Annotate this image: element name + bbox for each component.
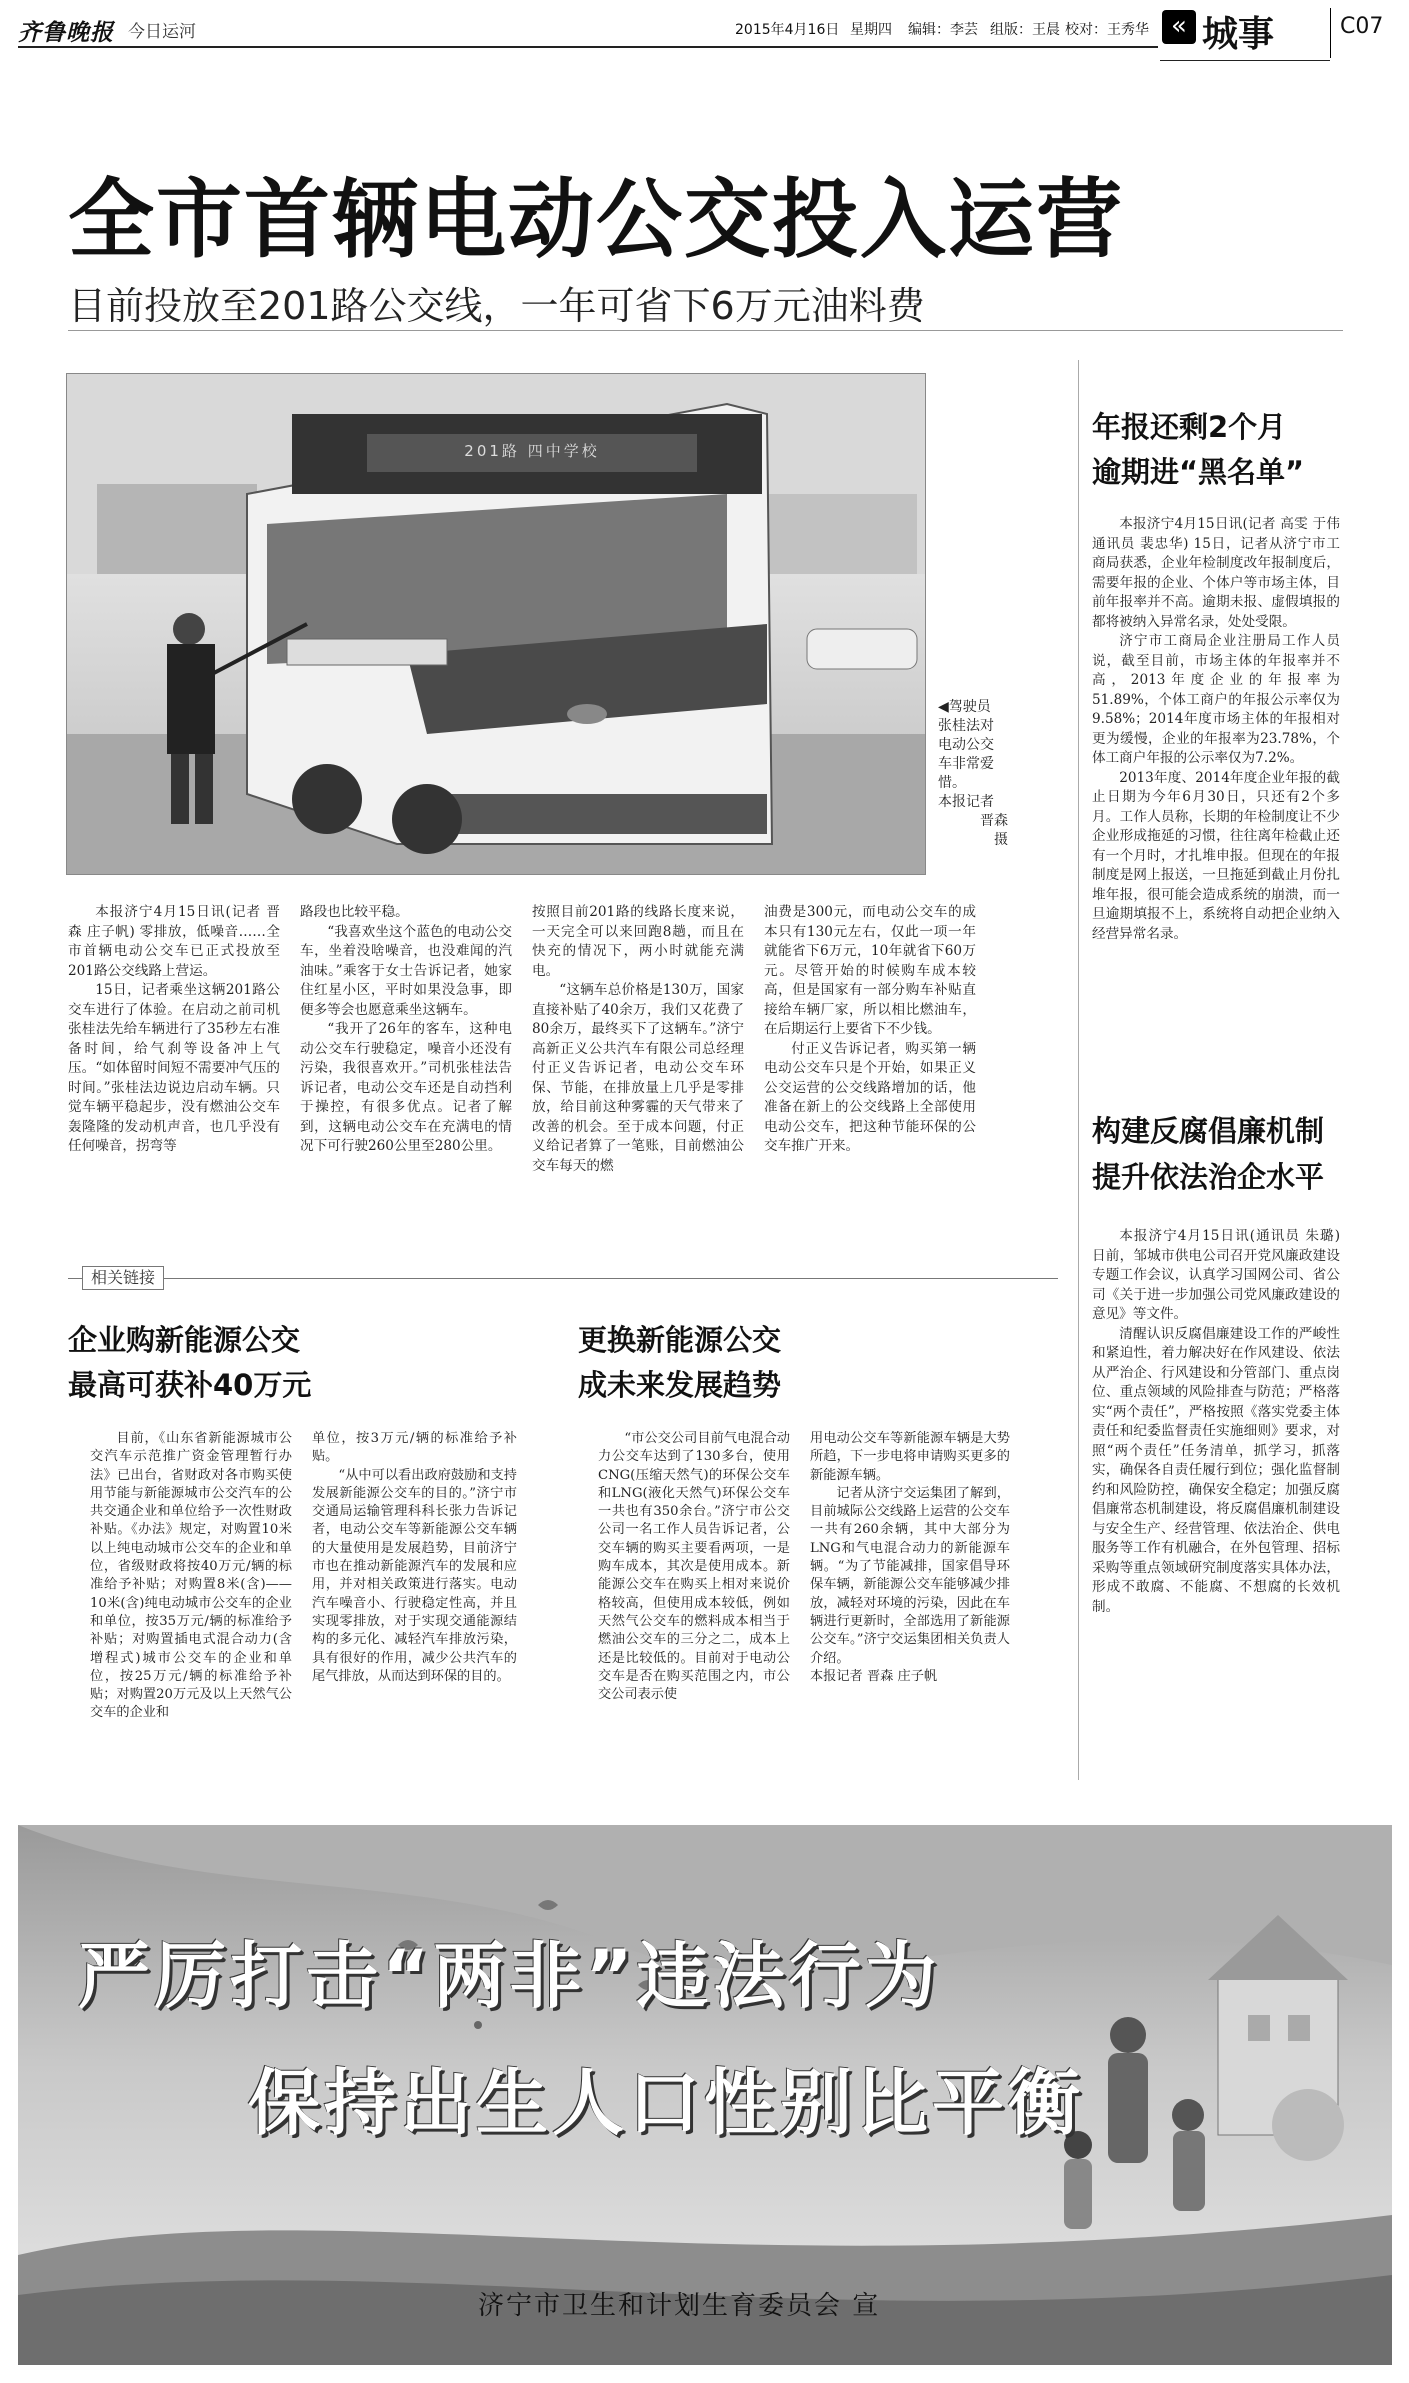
related-right-col1: “市公交公司目前气电混合动力公交车达到了130多台，使用CNG(压缩天然气)的环保公交车和LNG(液化天然气)环保公交车一共也有350余台。”济宁市公交公司一名工作人员告诉记者，公交车辆的购买主要看两项，一是购车成本，其次是使用成本。新能源公交车在购买上相对来说价格较高，但使用成本较低，例如天然气公交车的燃料成本相当于燃油公交车的三分之二，成本上还是比较低的。目前对于电动公交车是否在购买范围之内，市公交公司表示使: [598, 1431, 790, 1703]
header-proof: 校对：王秀华: [1065, 22, 1149, 38]
related-right-col2: 用电动公交车等新能源车辆是大势所趋，下一步电将申请购买更多的新能源车辆。 记者从济宁交运集团了解到，目前城际公交线路上运营的公交车一共有260余辆，其中大部分为LNG和气电混合动力的新能源车辆。“为了节能减排，国家倡导环保车辆，新能源公交车能够减少排放，减轻对环境的污染，因此在车辆进行更新时，全部选用了新能源公交车。”济宁交运集团相关负责人介绍。 本报记者 晋森 庄子帆: [810, 1431, 1010, 1684]
header-rule: [18, 46, 1158, 48]
ad-sponsor: 济宁市卫生和计划生育委员会 宣: [478, 2291, 881, 2321]
bus-destination-display: 201路 四中学校: [464, 442, 600, 460]
caption-line: 本报记者: [938, 794, 994, 810]
caption-line: 摄: [994, 832, 1008, 848]
caption-line: 电动公交: [938, 737, 994, 753]
side2-heading-line2: 提升依法治企水平: [1092, 1160, 1325, 1194]
section-name: 城事: [1202, 14, 1275, 55]
caption-line: ◀驾驶员: [938, 699, 991, 715]
headline-bottom-rule: [68, 330, 1343, 331]
related-left-col2: 单位，按3万元/辆的标准给予补贴。 “从中可以看出政府鼓励和支持发展新能源公交车的目的。”济宁市交通局运输管理科科长张力告诉记者，电动公交车等新能源公交车辆的大量使用是发展趋势，目前济宁市也在推动新能源汽车的发展和应用，并对相关政策进行落实。电动汽车噪音小、行驶稳定性高，并且实现零排放，对于实现交通能源结构的多元化、减轻汽车排放污染，具有很好的作用，减少公共汽车的尾气排放，从而达到环保的目的。: [312, 1431, 517, 1684]
header-rule-right: [1160, 60, 1330, 61]
caption-line: 晋森: [980, 813, 1008, 829]
side2-heading-line1: 构建反腐倡廉机制: [1092, 1114, 1325, 1148]
section-icon: «: [1162, 10, 1196, 44]
headline: 全市首辆电动公交投入运营: [68, 170, 1124, 270]
caption-line: 车非常爱: [938, 756, 994, 772]
header-weekday: 星期四: [850, 22, 892, 38]
header-date: 2015年4月16日: [735, 22, 840, 38]
ad-line-2: 保持出生人口性别比平衡: [248, 2061, 1085, 2145]
side1-title-line1: 年报还剩2个月: [1092, 410, 1287, 444]
related-left-col1: 目前，《山东省新能源城市公交汽车示范推广资金管理暂行办法》已出台，省财政对各市购买使用节能与新能源城市公交汽车的公共交通企业和单位给予一次性财政补贴。《办法》规定，对购置10米以上纯电动城市公交车的企业和单位，省级财政将按40万元/辆的标准给予补贴；对购置8米(含)——10米(含)纯电动城市公交车的企业和单位，按35万元/辆的标准给予补贴；对购置插电式混合动力(含增程式)城市公交车的企业和单位，按25万元/辆的标准给予补贴；对购置20万元及以上天然气公交车的企业和: [90, 1431, 292, 1721]
page-number: C07: [1340, 14, 1384, 39]
related-rule: [68, 1278, 1058, 1279]
related-left-title-2: 最高可获补40万元: [68, 1368, 312, 1402]
header-layout: 组版：王晨: [990, 22, 1060, 38]
main-column-3: 按照目前201路的线路长度来说，一天完全可以来回跑8趟，而且在快充的情况下，两小时就能充满电。 “这辆车总价格是130万，国家直接补贴了40余万，我们又花费了80余万，最终买下了这辆车。”济宁高新正义公共汽车有限公司总经理付正义告诉记者，电动公交车环保、节能，在排放量上几乎是零排放，给目前这种雾霾的天气带来了改善的机会。至于成本问题，付正义给记者算了一笔账，目前燃油公交车每天的燃: [532, 904, 744, 1174]
main-column-1: 本报济宁4月15日讯(记者 晋森 庄子帆) 零排放，低噪音……全市首辆电动公交车已正式投放至201路公交线路上营运。 15日，记者乘坐这辆201路公交车进行了体验。在启动之前司机张桂法先给车辆进行了35秒左右准备时间，给气刹等设备冲上气压。“如体留时间短不需要冲气压的时间。”张桂法边说边启动车辆。只觉车辆平稳起步，没有燃油公交车轰隆隆的发动机声音，也几乎没有任何噪音，拐弯等: [68, 904, 280, 1154]
ad-line-1: 严厉打击“两非”违法行为: [78, 1934, 941, 2018]
side2-body: 本报济宁4月15日讯(通讯员 朱璐) 日前，邹城市供电公司召开党风廉政建设专题工作会议，认真学习国网公司、省公司《关于进一步加强公司党风廉政建设的意见》等文件。 清醒认识反腐倡廉建设工作的严峻性和紧迫性，着力解决好在作风建设、依法从严治企、行风建设和分管部门、重点岗位、重点领域的风险排查与防范；严格落实“两个责任”，严格按照《落实党委主体责任和纪委监督责任实施细则》要求，对照“两个责任”任务清单，抓学习，抓落实，确保各自责任履行到位；强化监督制约和风险防控，确保安全稳定；加强反腐倡廉常态机制建设，将反腐倡廉机制建设与安全生产、经营管理、依法治企、供电服务等工作有机融合，在外包管理、招标采购等重点领域研究制度落实具体办法，形成不敢腐、不能腐、不想腐的长效机制。: [1092, 1228, 1340, 1615]
header-editor: 编辑：李芸: [908, 22, 978, 38]
bus-photo: [66, 373, 926, 875]
side1-title-line2: 逾期进“黑名单”: [1092, 455, 1305, 489]
side1-body: 本报济宁4月15日讯(记者 高雯 于伟 通讯员 裴忠华) 15日，记者从济宁市工商局获悉，企业年检制度改年报制度后，需要年报的企业、个体户等市场主体，目前年报率并不高。逾期未报、虚假填报的都将被纳入异常名录，处处受限。 济宁市工商局企业注册局工作人员说，截至目前，市场主体的年报率并不高，2013年度企业的年报率为51.89%，个体工商户的年报公示率仅为9.58%；2014年度市场主体的年报相对更为缓慢，企业的年报率为23.78%，个体工商户年报的公示率仅为7.2%。 2013年度、2014年度企业年报的截止日期为今年6月30日，只还有2个多月。工作人员称，长期的年检制度让不少企业形成拖延的习惯，往往离年检截止还有一个月时，才扎堆申报。但现在的年报制度是网上报送，一旦拖延到截止月份扎堆年报，很可能会造成系统的崩溃，而一旦逾期填报不上，系统将自动把企业纳入经营异常名录。: [1092, 516, 1340, 942]
header-divider: [1330, 8, 1331, 58]
subhead: 目前投放至201路公交线，一年可省下6万元油料费: [68, 284, 925, 328]
main-column-4: 油费是300元，而电动公交车的成本只有130元左右，仅此一项一年就能省下6万元，10年就省下60万元。尽管开始的时候购车成本较高，但是国家有一部分购车补贴直接给车辆厂家，所以相比燃油车，在后期运行上要省下不少钱。 付正义告诉记者，购买第一辆电动公交车只是个开始，如果正义公交运营的公交线路增加的话，他准备在新上的公交线路上全部使用电动公交车，把这种节能环保的公交车推广开来。: [764, 904, 976, 1154]
caption-line: 张桂法对: [938, 718, 994, 734]
photo-caption: [938, 698, 1008, 850]
caption-line: 惜。: [938, 775, 966, 791]
related-right-title-1: 更换新能源公交: [578, 1323, 782, 1357]
column-divider: [1078, 360, 1079, 1780]
related-left-title-1: 企业购新能源公交: [68, 1323, 301, 1357]
masthead: 齐鲁晚报: [18, 19, 114, 46]
edition-name: 今日运河: [128, 22, 196, 42]
related-label: 相关链接: [82, 1266, 164, 1290]
main-column-2: 路段也比较平稳。 “我喜欢坐这个蓝色的电动公交车，坐着没啥噪音，也没难闻的汽油味。”乘客于女士告诉记者，她家住红星小区，平时如果没急事，即便多等会也愿意乘坐这辆车。 “我开了26年的客车，这种电动公交车行驶稳定，噪音小还没有污染，我很喜欢开。”司机张桂法告诉记者，电动公交车还是自动挡利于操控，有很多优点。记者了解到，这辆电动公交车在充满电的情况下可行驶260公里至280公里。: [300, 904, 512, 1154]
related-right-title-2: 成未来发展趋势: [578, 1368, 782, 1402]
